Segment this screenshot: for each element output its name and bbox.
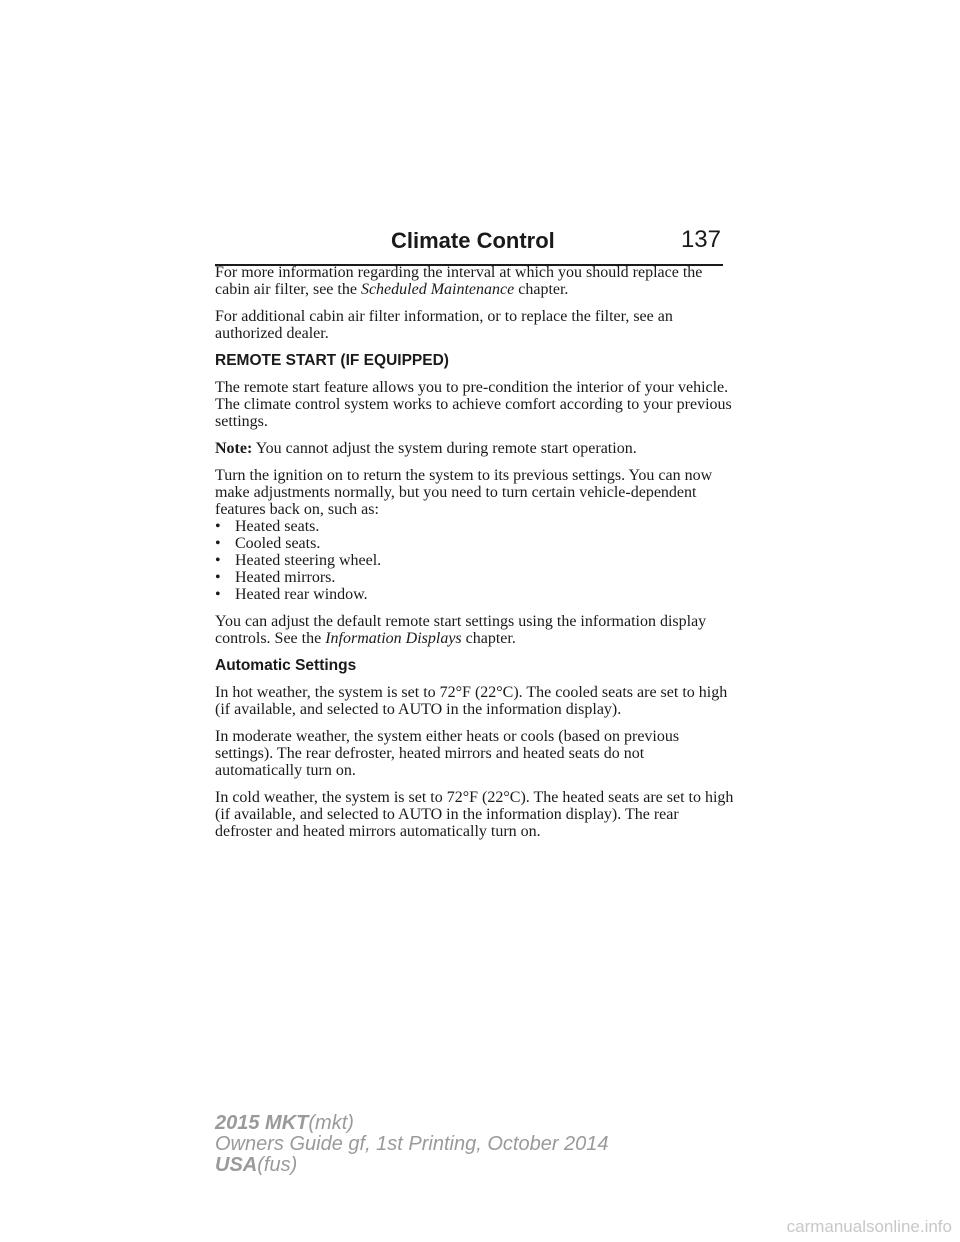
paragraph-hot-weather: In hot weather, the system is set to 72°F (22°C). The cooled seats are set to high (if available, and selected to AUTO in the information display). bbox=[215, 684, 728, 718]
section-heading-remote-start: REMOTE START (IF EQUIPPED) bbox=[215, 352, 449, 369]
paragraph-ignition-on: Turn the ignition on to return the system to its previous settings. You can now make adjustments normally, but you need to turn certain vehicle-dependent features back on, such as: bbox=[215, 467, 713, 518]
paragraph-remote-start-intro: The remote start feature allows you to pre-condition the interior of your vehicle. The climate control system works to achieve comfort according to your previous settings. bbox=[215, 379, 732, 430]
note bbox=[215, 440, 735, 457]
note-label: Note: bbox=[215, 440, 253, 457]
bullet-icon: • bbox=[215, 586, 221, 603]
paragraph-default-settings: You can adjust the default remote start settings using the information display controls. See the Information Displays chapter. bbox=[215, 613, 707, 647]
bullet-icon: • bbox=[215, 552, 221, 569]
bullet-icon: • bbox=[215, 535, 221, 552]
chapter-title: Climate Control bbox=[391, 228, 555, 253]
page-footer bbox=[215, 1113, 609, 1176]
bullet-icon: • bbox=[215, 518, 221, 535]
paragraph-cabin-filter-dealer: For additional cabin air filter information, or to replace the filter, see an authorized dealer. bbox=[215, 308, 673, 342]
page-content bbox=[215, 264, 735, 850]
page-header bbox=[215, 226, 723, 266]
list-item: • Heated mirrors. bbox=[215, 569, 336, 586]
bullet-icon: • bbox=[215, 569, 221, 586]
paragraph-cabin-filter-interval: For more information regarding the interval at which you should replace the cabin air filter, see the Scheduled Maintenance chapter. bbox=[215, 264, 703, 298]
list-item: • Heated seats. bbox=[215, 518, 320, 535]
subheading-automatic-settings: Automatic Settings bbox=[215, 657, 357, 674]
page-number: 137 bbox=[680, 226, 721, 253]
footer-market-line: USA(fus) bbox=[215, 1154, 298, 1176]
footer-printing-line: Owners Guide gf, 1st Printing, October 2014 bbox=[215, 1133, 609, 1155]
list-item: • Heated steering wheel. bbox=[215, 552, 382, 569]
reference-information-displays: Information Displays bbox=[325, 630, 462, 647]
note-text: You cannot adjust the system during remote start operation. bbox=[252, 440, 637, 457]
footer-model-line: 2015 MKT(mkt) bbox=[215, 1112, 354, 1134]
feature-list bbox=[215, 518, 735, 603]
list-item: • Cooled seats. bbox=[215, 535, 321, 552]
paragraph-moderate-weather: In moderate weather, the system either heats or cools (based on previous settings). The rear defroster, heated mirrors and heated seats do not automatically turn on. bbox=[215, 728, 680, 779]
reference-scheduled-maintenance: Scheduled Maintenance bbox=[360, 281, 515, 298]
paragraph-cold-weather: In cold weather, the system is set to 72°F (22°C). The heated seats are set to high (if available, and selected to AUTO in the information display). The rear defroster and heated mirrors automatically turn on. bbox=[215, 789, 734, 840]
watermark: carmanualsonline.info bbox=[786, 1217, 952, 1236]
list-item: • Heated rear window. bbox=[215, 586, 368, 603]
